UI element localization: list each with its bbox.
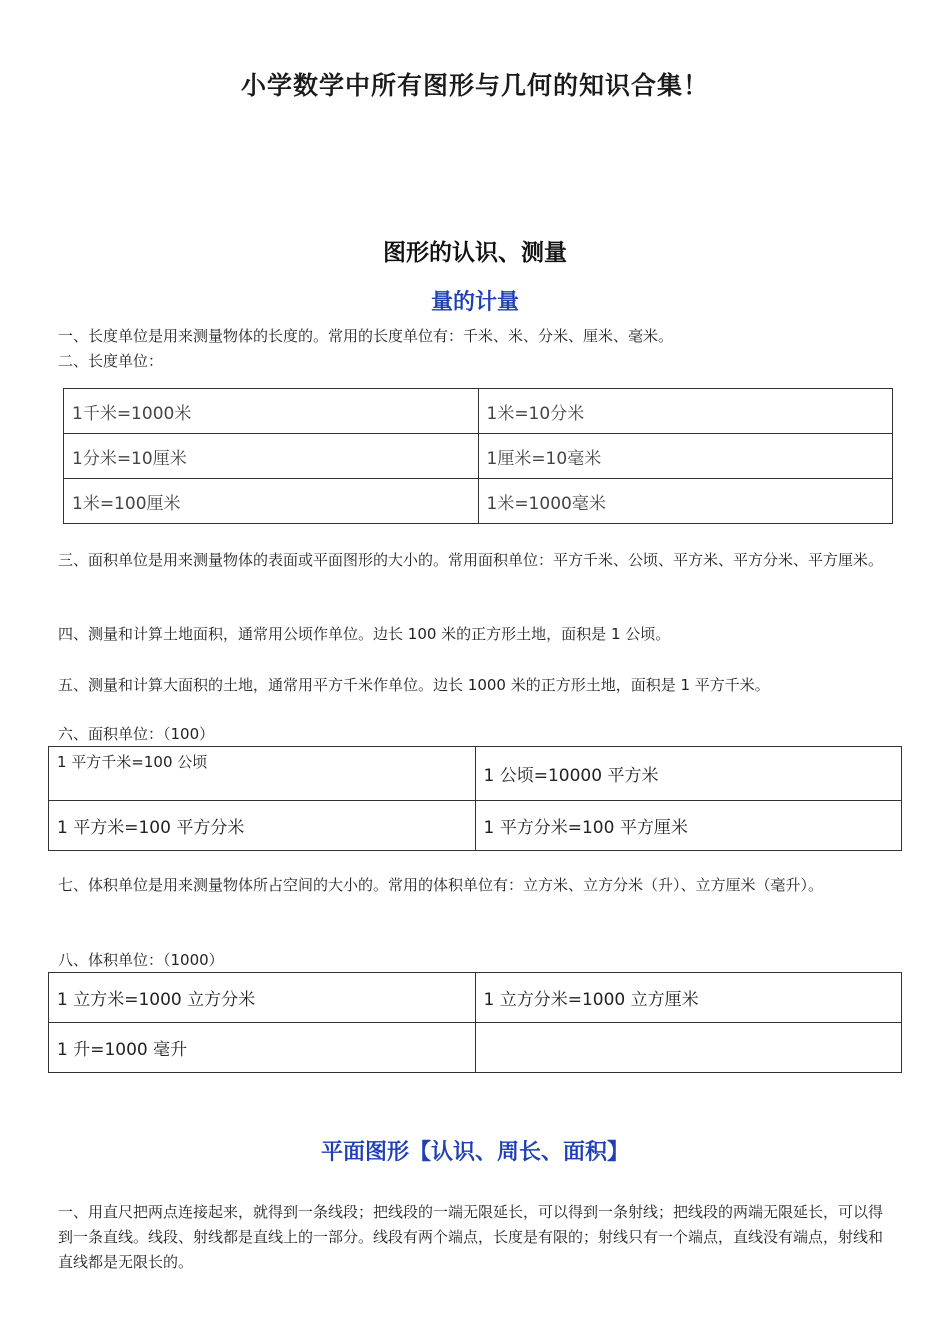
table-cell: 1 平方米=100 平方分米 — [49, 801, 476, 851]
paragraph-lines: 一、用直尺把两点连接起来，就得到一条线段；把线段的一端无限延长，可以得到一条射线；把线段的两端无限延长，可以得到一条直线。线段、射线都是直线上的一部分。线段有两个端点，长度是有限的；射线只有一个端点，直线没有端点，射线和直线都是无限长的。 — [58, 1203, 884, 1271]
table-cell: 1 公顷=10000 平方米 — [475, 747, 902, 801]
table-cell: 1厘米=10毫米 — [478, 434, 893, 479]
table-cell: 1 升=1000 毫升 — [49, 1023, 476, 1073]
paragraph-square-km: 五、测量和计算大面积的土地，通常用平方千米作单位。边长 1000 米的正方形土地，面积是 1 平方千米。 — [58, 676, 770, 694]
volume-unit-table — [48, 972, 902, 1073]
table-cell: 1分米=10厘米 — [64, 434, 479, 479]
table-cell: 1 立方分米=1000 立方厘米 — [475, 973, 902, 1023]
table-row — [49, 747, 902, 801]
paragraph-length-label: 二、长度单位： — [58, 352, 164, 370]
table-row — [49, 973, 902, 1023]
table-row — [64, 434, 893, 479]
table-cell: 1 立方米=1000 立方分米 — [49, 973, 476, 1023]
section-title: 图形的认识、测量 — [383, 240, 567, 266]
area-unit-table — [48, 746, 902, 851]
measurement-heading: 量的计量 — [430, 290, 519, 315]
paragraph-hectare: 四、测量和计算土地面积，通常用公顷作单位。边长 100 米的正方形土地，面积是 1 公顷。 — [58, 625, 671, 643]
table-cell: 1米=1000毫米 — [478, 479, 893, 524]
length-unit-table — [63, 388, 893, 524]
plane-figures-heading: 平面图形【认识、周长、面积】 — [320, 1140, 629, 1165]
table-cell: 1 平方千米=100 公顷 — [49, 747, 476, 801]
table-row — [49, 1023, 902, 1073]
table-row — [49, 801, 902, 851]
paragraph-area-label: 六、面积单位：（100） — [58, 725, 215, 743]
table-cell: 1 平方分米=100 平方厘米 — [475, 801, 902, 851]
table-cell: 1米=100厘米 — [64, 479, 479, 524]
table-row — [64, 479, 893, 524]
table-row — [64, 389, 893, 434]
paragraph-volume-units: 七、体积单位是用来测量物体所占空间的大小的。常用的体积单位有：立方米、立方分米（升）、立方厘米（毫升）。 — [58, 876, 824, 894]
table-cell — [475, 1023, 902, 1073]
paragraph-area-units: 三、面积单位是用来测量物体的表面或平面图形的大小的。常用面积单位：平方千米、公顷、平方米、平方分米、平方厘米。 — [58, 551, 884, 569]
paragraph-volume-label: 八、体积单位：（1000） — [58, 951, 224, 969]
page-title: 小学数学中所有图形与几何的知识合集！ — [240, 71, 709, 100]
table-cell: 1千米=1000米 — [64, 389, 479, 434]
paragraph-length-units: 一、长度单位是用来测量物体的长度的。常用的长度单位有：千米、米、分米、厘米、毫米。 — [58, 327, 674, 345]
table-cell: 1米=10分米 — [478, 389, 893, 434]
